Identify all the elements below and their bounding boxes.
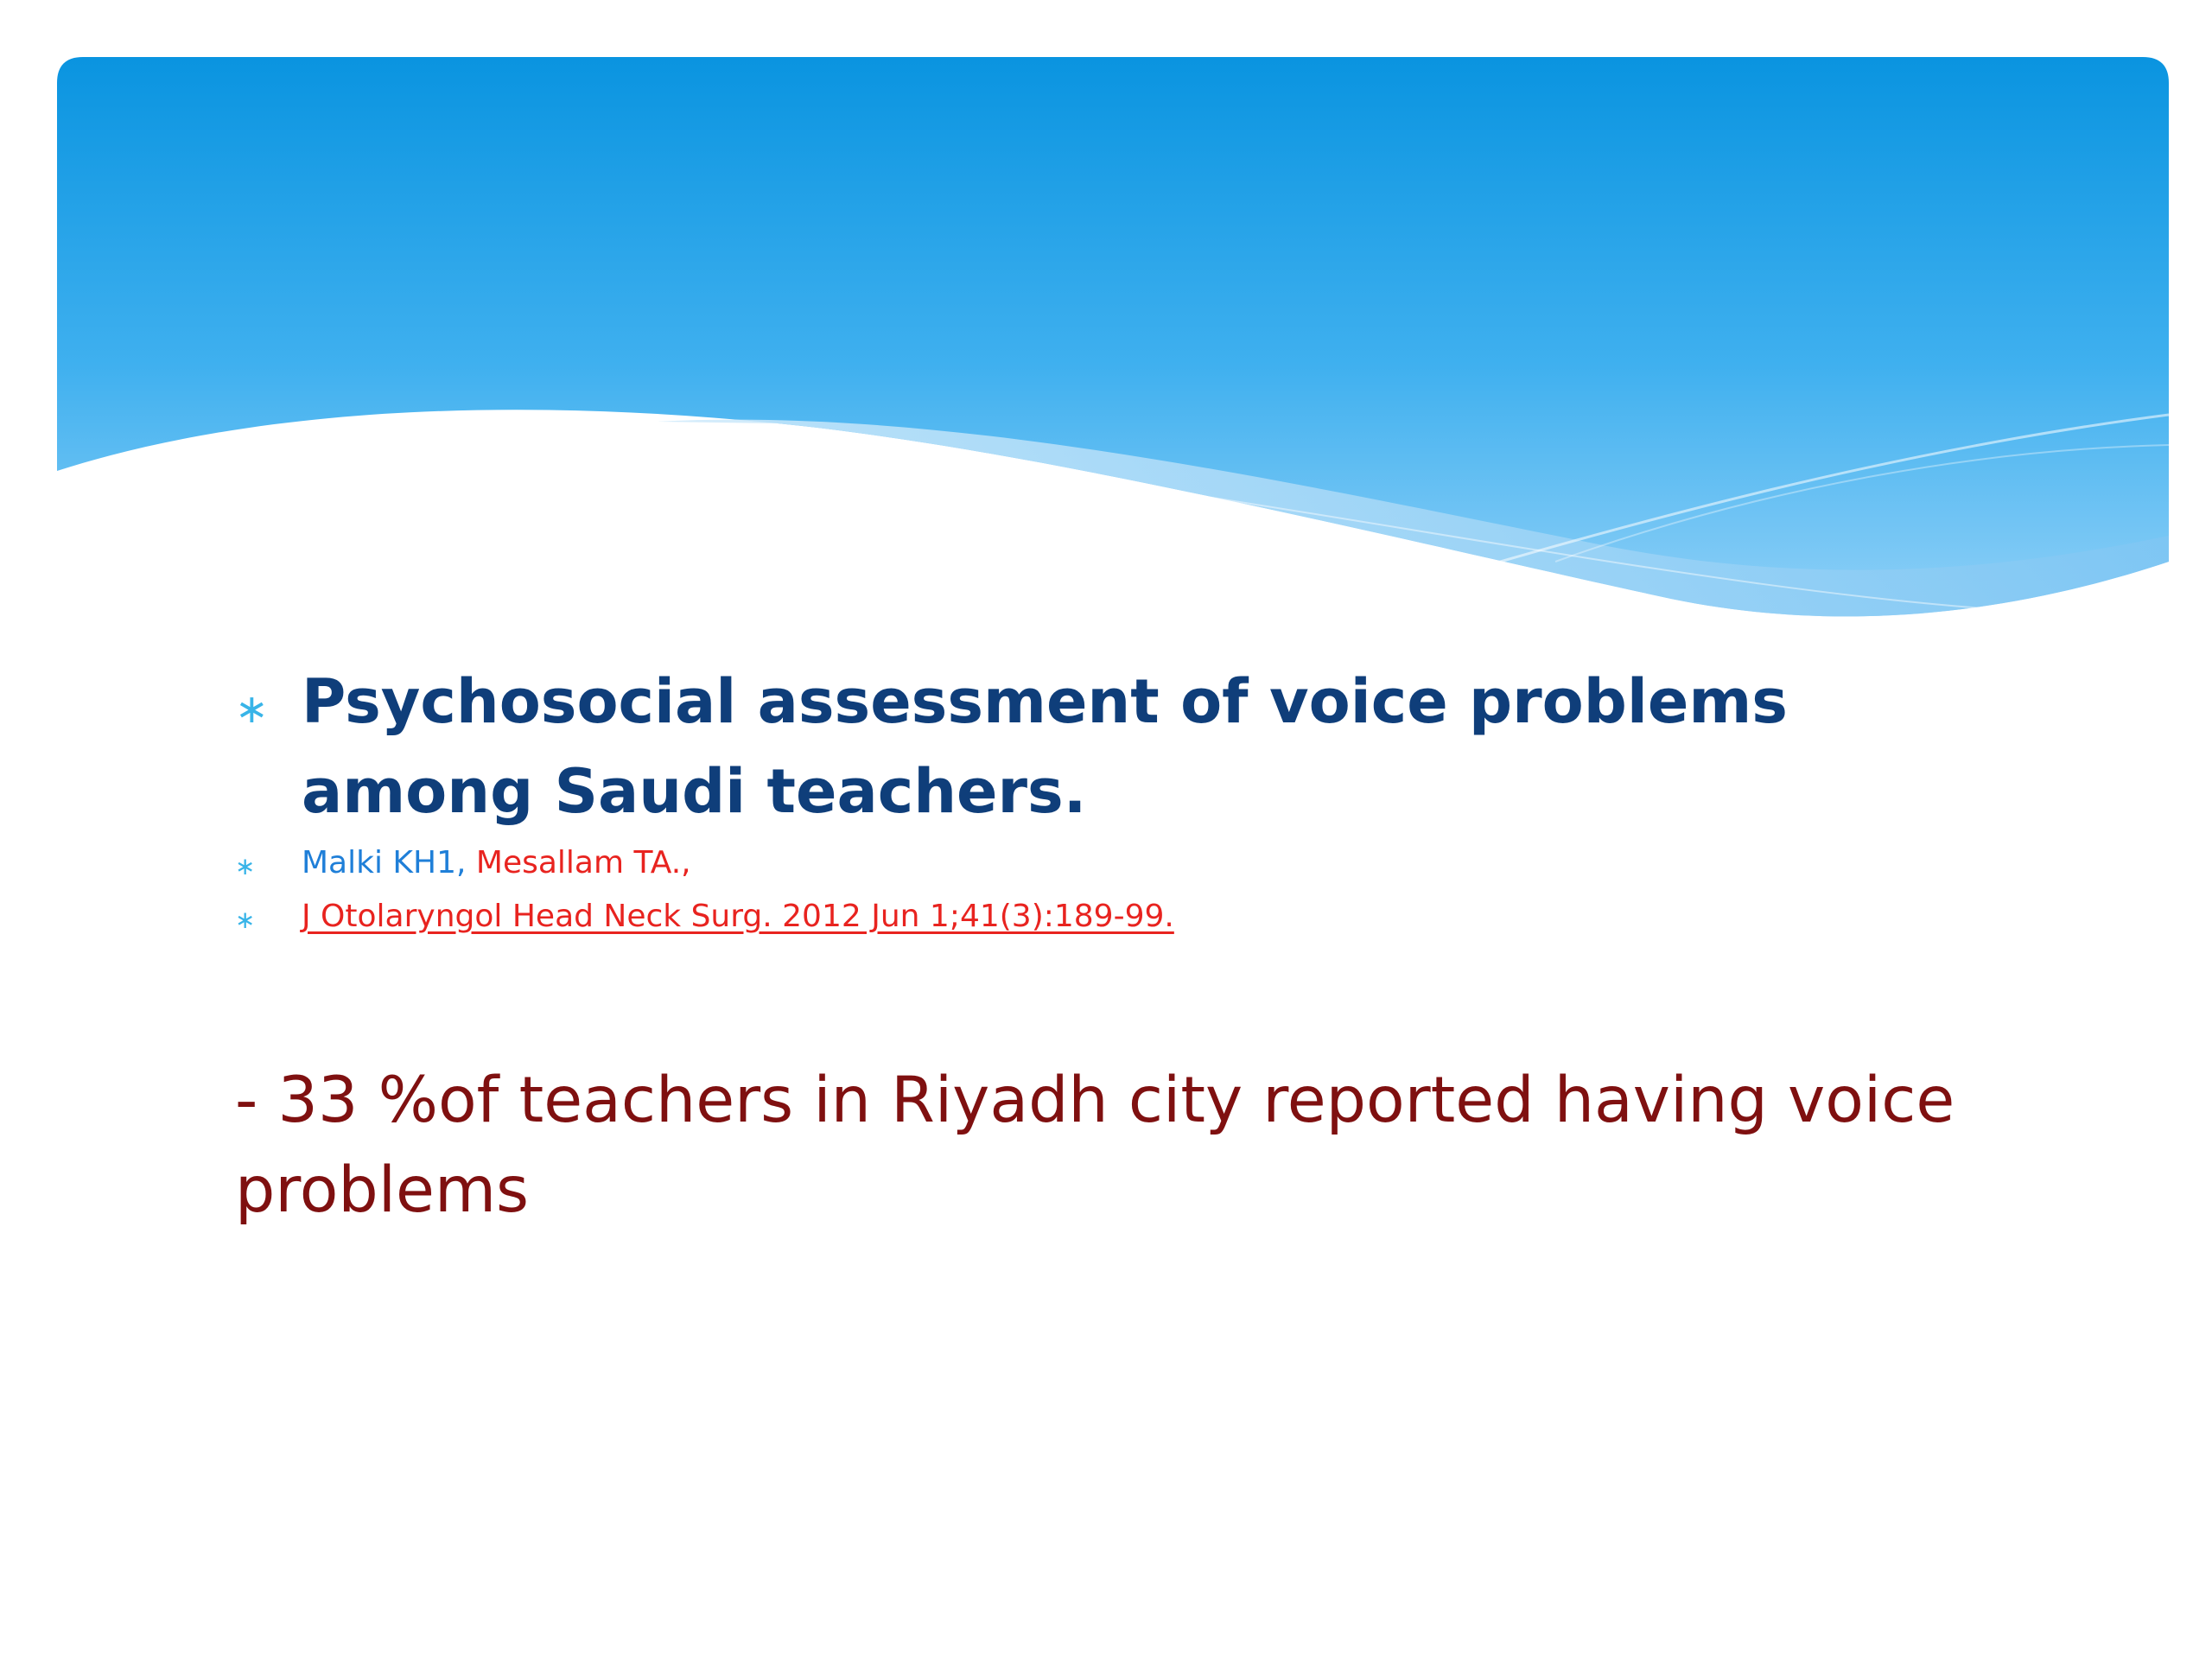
asterisk-bullet-icon: ∗ <box>235 685 269 732</box>
asterisk-bullet-icon: ∗ <box>235 852 256 880</box>
header-wave-banner <box>0 0 2212 657</box>
banner-shape <box>57 57 2169 616</box>
journal-citation-link[interactable]: J Otolaryngol Head Neck Surg. 2012 Jun 1;41(3):189-99. <box>302 899 1174 934</box>
slide-title <box>235 657 2006 836</box>
journal-line <box>235 890 2006 944</box>
key-finding-text: - 33 %of teachers in Riyadh city reported having voice problems <box>235 1064 1955 1227</box>
asterisk-bullet-icon: ∗ <box>235 906 256 934</box>
authors-line <box>235 836 2006 890</box>
author-1: Malki KH1, <box>302 845 467 880</box>
slide-content <box>235 657 2006 1236</box>
author-2: Mesallam TA., <box>475 845 691 880</box>
title-text: Psychosocial assessment of voice problems among Saudi teachers. <box>302 666 1788 827</box>
